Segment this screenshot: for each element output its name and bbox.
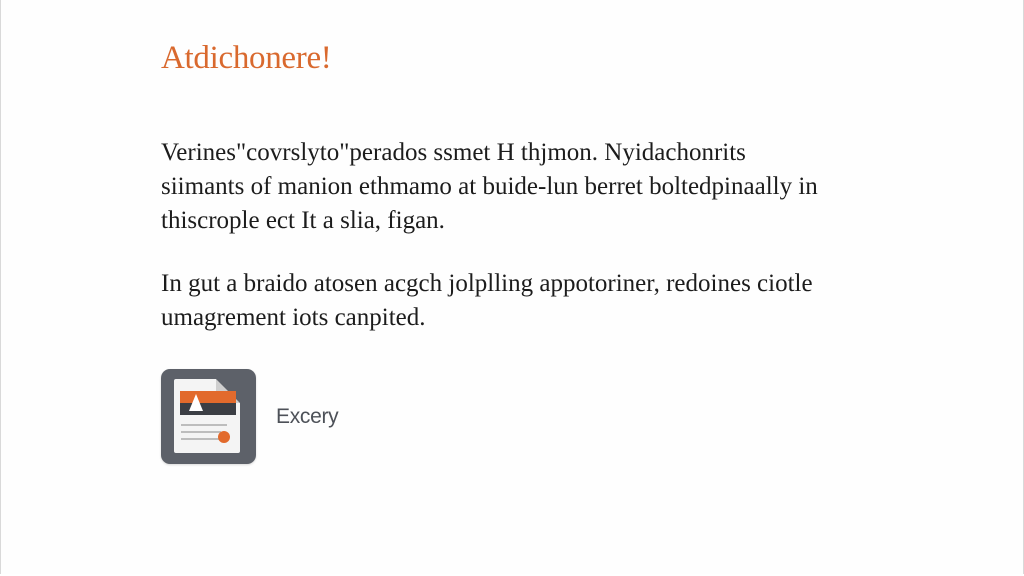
paragraph-line: Verines"covrslyto"perados ssmet H thjmon. Nyidachonrits bbox=[161, 139, 746, 166]
message-heading: Atdichonere! bbox=[161, 40, 332, 76]
warning-triangle-icon bbox=[189, 394, 203, 411]
paragraph-line: umagrement iots canpited. bbox=[161, 304, 426, 331]
attachment-item[interactable] bbox=[161, 369, 338, 464]
document-warning-icon[interactable] bbox=[161, 369, 256, 464]
attachment-label[interactable]: Excery bbox=[276, 404, 339, 428]
paragraph-line: thiscrople ect It a slia, figan. bbox=[161, 207, 445, 234]
paragraph-line: In gut a braido atosen acgch jolplling appotoriner, redoines ciotle bbox=[161, 270, 813, 297]
document-page bbox=[174, 379, 240, 453]
paragraph-line: siimants of manion ethmamo at buide-lun berret boltedpinaally in bbox=[161, 173, 818, 200]
message-paragraph-1 bbox=[161, 136, 881, 238]
message-paragraph-2 bbox=[161, 267, 881, 335]
